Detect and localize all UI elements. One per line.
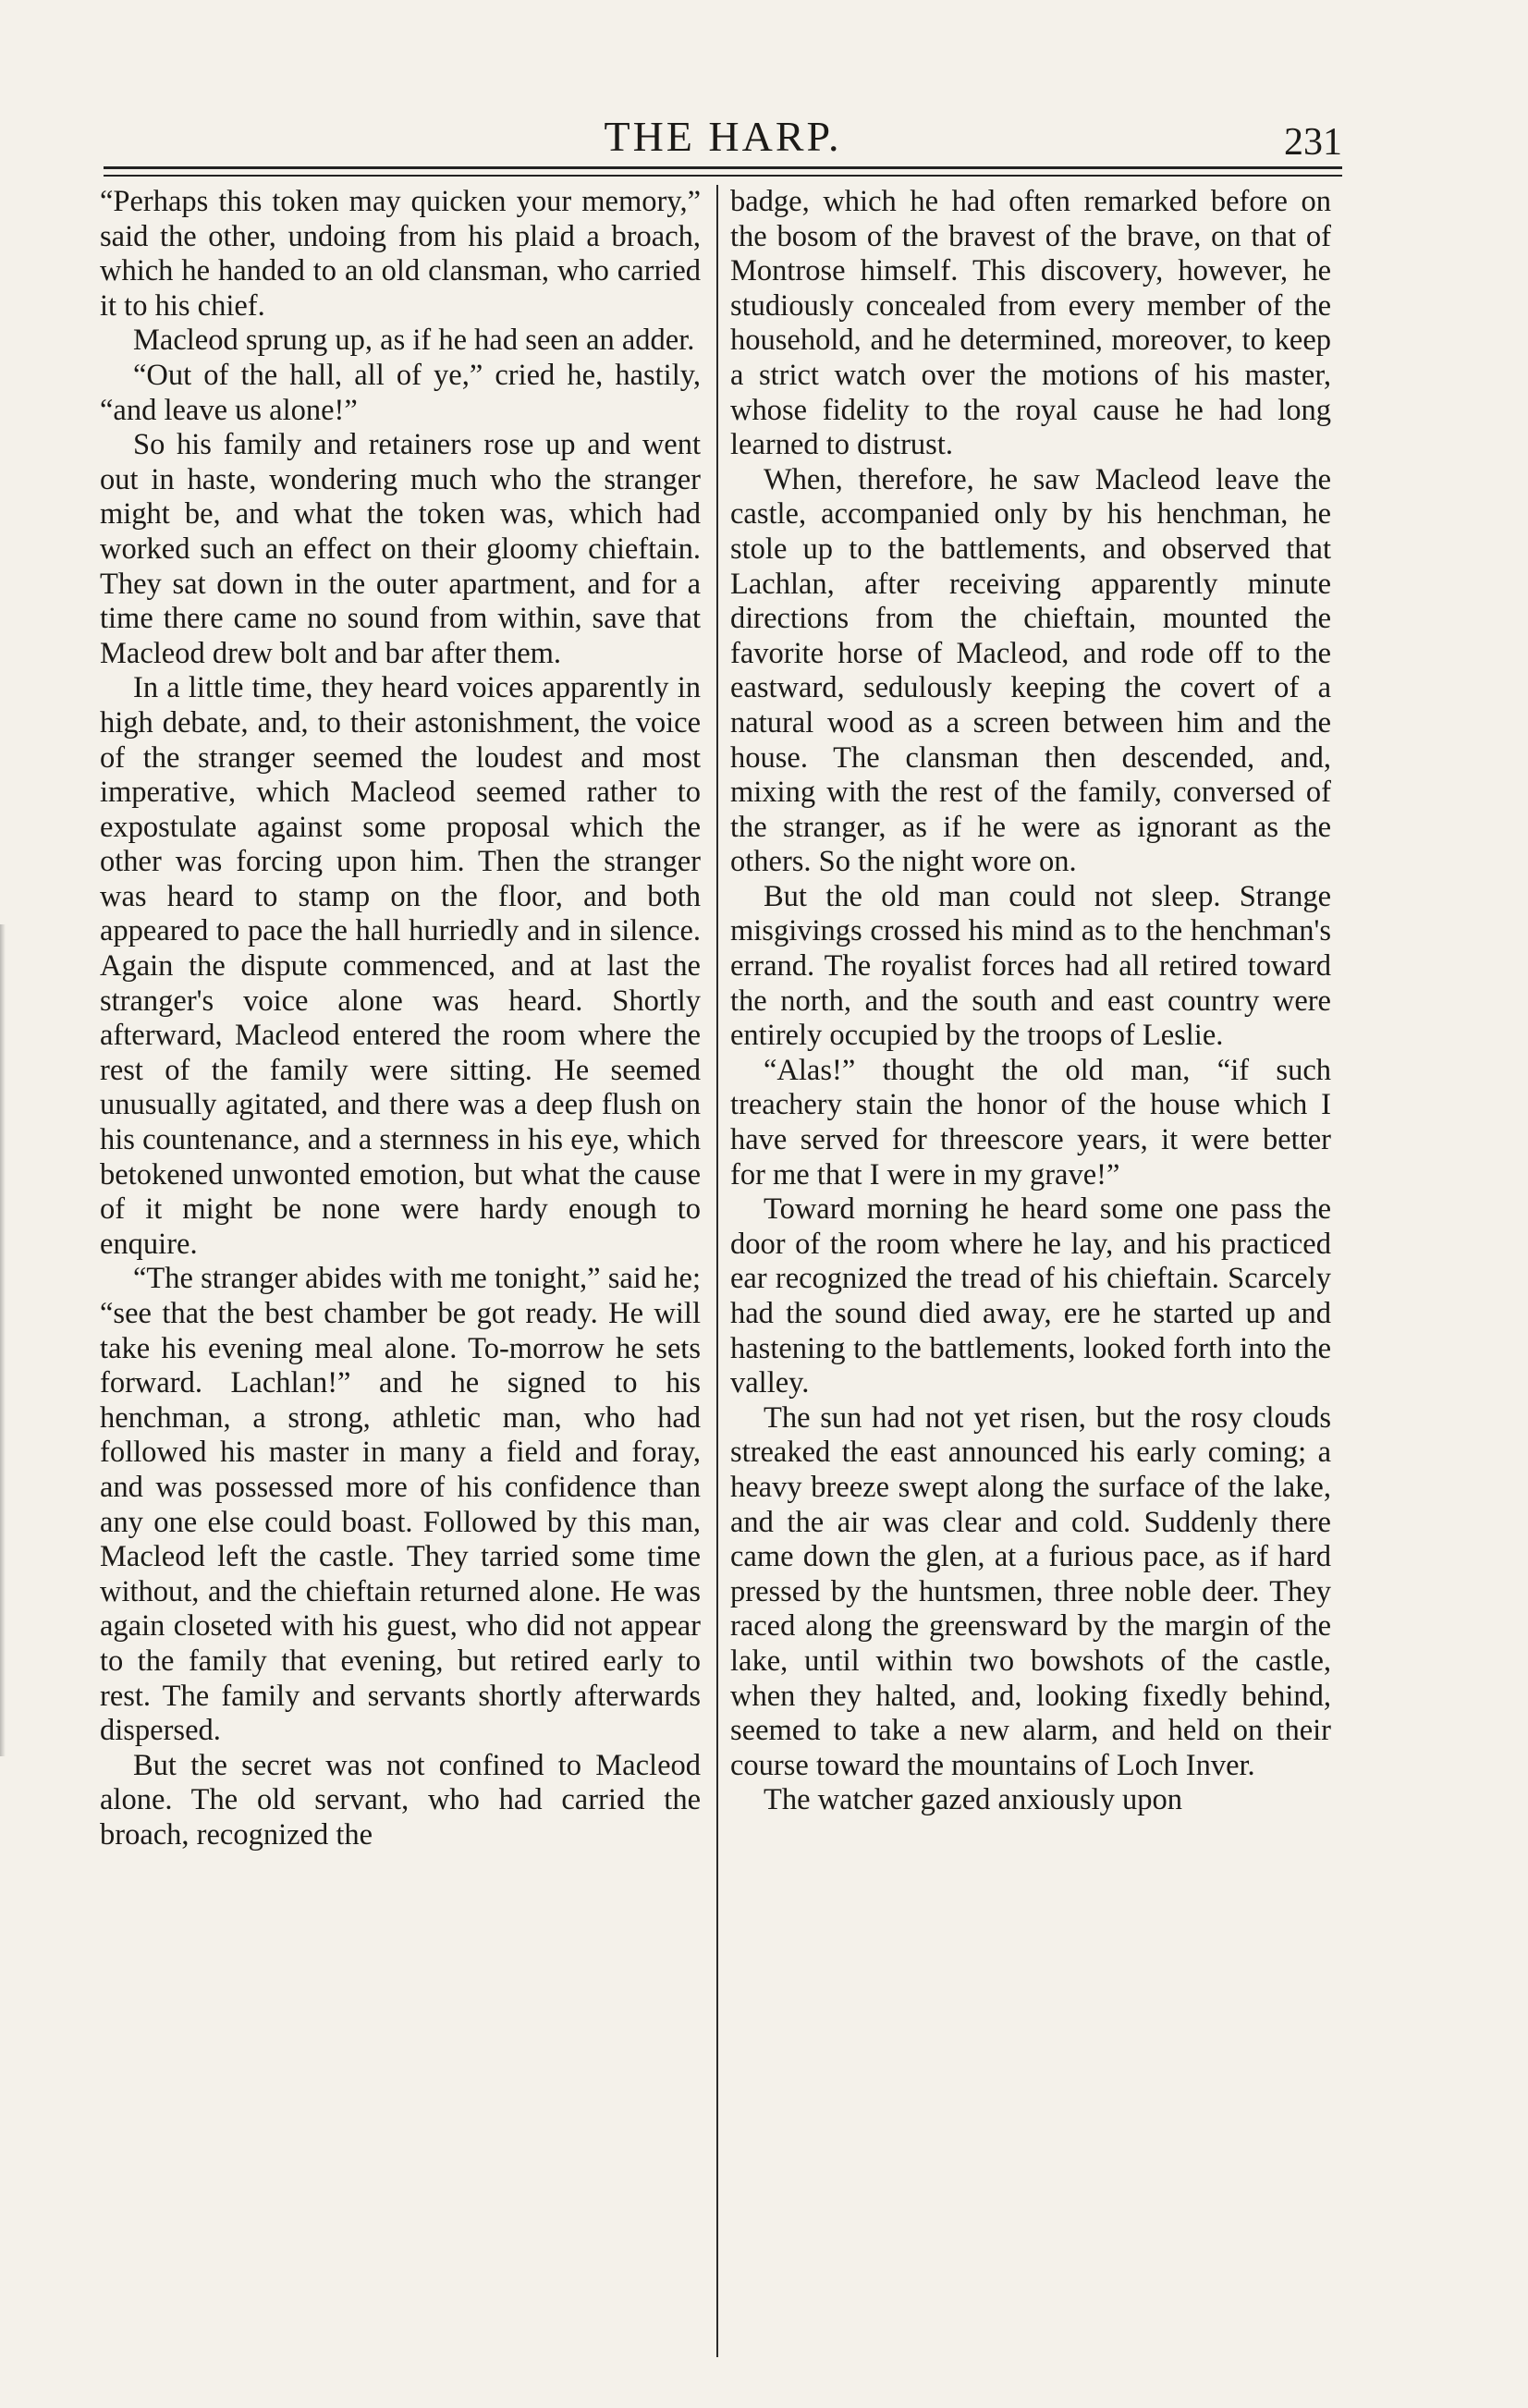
left-column [100, 185, 701, 2357]
paragraph: “Alas!” thought the old man, “if such treachery stain the honor of the house which I have served for threescore years, it were better for me that I were in my grave!” [730, 1053, 1331, 1192]
paragraph: badge, which he had often remarked before on the bosom of the bravest of the brave, on that of Montrose himself. This discovery, however, he studiously concealed from every member of the household, and he determined, moreover, to keep a strict watch over the motions of his master, whose fidelity to the royal cause he had long learned to distrust. [730, 185, 1331, 462]
paragraph: The watcher gazed anxiously upon [764, 1783, 1183, 1817]
paragraph: “The stranger abides with me tonight,” said he; “see that the best chamber be got ready. He will take his evening meal alone. To-morrow he sets forward. Lachlan!” and he signed to his henchman, a strong, athletic man, who had followed his master in many a field and foray, and was possessed more of his confidence than any one else could boast. Followed by this man, Macleod left the castle. They tarried some time without, and the chieftain returned alone. He was again closeted with his guest, who did not appear to the family that evening, but retired early to rest. The family and servants shortly afterwards dispersed. [100, 1262, 701, 1748]
page-header [104, 109, 1342, 165]
header-rule-bottom [104, 175, 1342, 177]
column-divider [716, 185, 718, 2357]
page-number: 231 [1284, 121, 1342, 164]
right-column [730, 185, 1331, 2357]
paragraph: The sun had not yet risen, but the rosy clouds streaked the east announced his early coming; a heavy breeze swept along the surface of the lake, and the air was clear and cold. Suddenly there came down the glen, at a furious pace, as if hard pressed by the huntsmen, three noble deer. They raced along the greensward by the margin of the lake, until within two bowshots of the castle, when they halted, and, looking fixedly behind, seemed to take a new alarm, and held on their course toward the mountains of Loch Inver. [730, 1400, 1331, 1782]
paragraph: Macleod sprung up, as if he had seen an adder. [133, 324, 695, 358]
page-edge-shadow [0, 924, 6, 1756]
paragraph: But the old man could not sleep. Strange misgivings crossed his mind as to the henchman's errand. The royalist forces had all retired toward the north, and the south and east country were entirely occupied by the troops of Leslie. [730, 879, 1331, 1053]
running-title: THE HARP. [604, 113, 842, 160]
paragraph: “Out of the hall, all of ye,” cried he, hastily, “and leave us alone!” [100, 358, 701, 427]
paragraph: Toward morning he heard some one pass the door of the room where he lay, and his practiced ear recognized the tread of his chieftain. Scarcely had the sound died away, ere he started up and hastening to the battlements, looked forth into the valley. [730, 1192, 1331, 1400]
paragraph: So his family and retainers rose up and went out in haste, wondering much who the stranger might be, and what the token was, which had worked such an effect on their gloomy chieftain. They sat down in the outer apartment, and for a time there came no sound from within, save that Macleod drew bolt and bar after them. [100, 428, 701, 670]
paragraph: “Perhaps this token may quicken your memory,” said the other, undoing from his plaid a broach, which he handed to an old clansman, who carried it to his chief. [100, 185, 701, 323]
paragraph: But the secret was not confined to Macleod alone. The old servant, who had carried the broach, recognized the [100, 1748, 701, 1852]
paragraph: In a little time, they heard voices apparently in high debate, and, to their astonishment, the voice of the stranger seemed the loudest and most imperative, which Macleod seemed rather to expostulate against some proposal which the other was forcing upon him. Then the stranger was heard to stamp on the floor, and both appeared to pace the hall hurriedly and in silence. Again the dispute commenced, and at last the stranger's voice alone was heard. Shortly afterward, Macleod entered the room where the rest of the family were sitting. He seemed unusually agitated, and there was a deep flush on his countenance, and a sternness in his eye, which betokened unwonted emotion, but what the cause of it might be none were hardy enough to enquire. [100, 671, 701, 1261]
header-rule-top [104, 166, 1342, 169]
paragraph: When, therefore, he saw Macleod leave the castle, accompanied only by his henchman, he stole up to the battlements, and observed that Lachlan, after receiving apparently minute directions from the chieftain, mounted the favorite horse of Macleod, and rode off to the eastward, sedulously keeping the covert of a natural wood as a screen between him and the house. The clansman then descended, and, mixing with the rest of the family, conversed of the stranger, as if he were as ignorant as the others. So the night wore on. [730, 462, 1331, 879]
